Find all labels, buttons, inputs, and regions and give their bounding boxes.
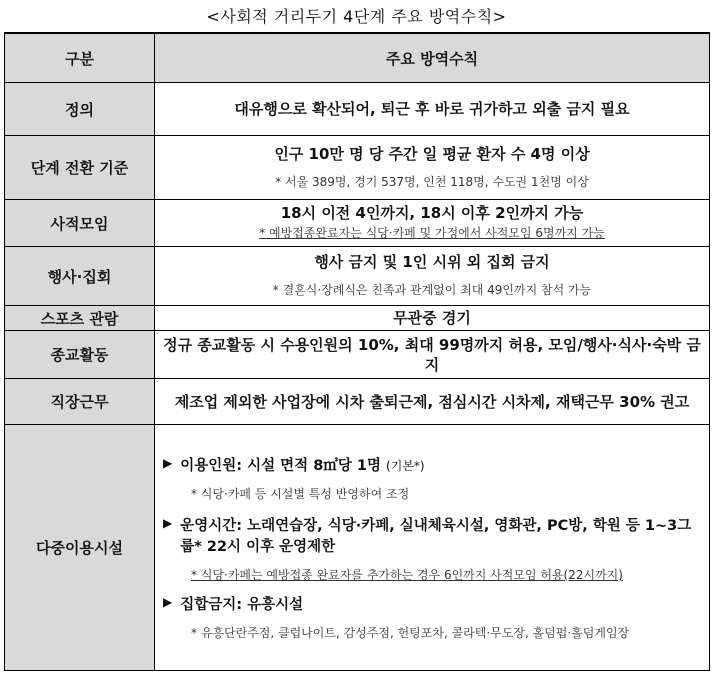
row-label-criteria: 단계 전환 기준 [5, 136, 155, 200]
row-content-facilities [155, 425, 710, 671]
table-row [5, 200, 710, 247]
ban-note: * 유흥단란주점, 클럽나이트, 감성주점, 헌팅포차, 콜라텍·무도장, 홀덤펍·홀덤게임장 [191, 626, 630, 640]
table-header-row [5, 33, 710, 83]
row-label-private: 사적모임 [5, 200, 155, 247]
capacity-note: * 식당·카페 등 시설별 특성 반영하여 조정 [191, 487, 410, 501]
table-row [5, 136, 710, 200]
private-note: * 예방접종완료자는 식당·카페 및 가정에서 사적모임 6명까지 가능 [259, 226, 605, 240]
facilities-hours [163, 514, 705, 556]
hours-text: 운영시간: 노래연습장, 식당·카페, 실내체육시설, 영화관, PC방, 학원 등 1~3그룹* 22시 이후 운영제한 [180, 518, 692, 555]
ban-text: 집합금지: 유흥시설 [180, 597, 304, 613]
bullet-icon: ▶ [163, 456, 173, 470]
page-title: <사회적 거리두기 4단계 주요 방역수칙> [206, 7, 507, 26]
table-row [5, 83, 710, 136]
header-measures: 주요 방역수칙 [155, 33, 710, 83]
row-label-events: 행사·집회 [5, 247, 155, 306]
events-note: * 결혼식·장례식은 친족과 관계없이 최대 49인까지 참석 가능 [272, 283, 592, 297]
private-text: 18시 이전 4인까지, 18시 이후 2인까지 가능 [280, 204, 584, 222]
row-content-private [155, 200, 710, 247]
row-content-definition: 대유행으로 확산되어, 퇴근 후 바로 귀가하고 외출 금지 필요 [155, 83, 710, 136]
table-row [5, 306, 710, 331]
table-row [5, 331, 710, 379]
row-label-facilities: 다중이용시설 [5, 425, 155, 671]
row-label-work: 직장근무 [5, 379, 155, 425]
row-label-religion: 종교활동 [5, 331, 155, 379]
events-text: 행사 금지 및 1인 시위 외 집회 금지 [314, 253, 550, 271]
capacity-basic: (기본*) [386, 459, 425, 473]
row-content-religion: 정규 종교활동 시 수용인원의 10%, 최대 99명까지 허용, 모임/행사·식사·숙박 금지 [155, 331, 710, 379]
criteria-note: * 서울 389명, 경기 537명, 인천 118명, 수도권 1천명 이상 [275, 174, 589, 189]
row-content-events [155, 247, 710, 306]
bullet-icon: ▶ [163, 595, 173, 609]
bullet-icon: ▶ [163, 516, 173, 530]
hours-note: * 식당·카페는 예방접종 완료자를 추가하는 경우 6인까지 사적모임 허용(22시까지) [191, 568, 623, 582]
header-category: 구분 [5, 33, 155, 83]
facilities-ban [163, 593, 705, 614]
table-row [5, 379, 710, 425]
capacity-text: 이용인원: 시설 면적 8㎡당 1명 [180, 458, 381, 474]
row-content-work: 제조업 제외한 사업장에 시차 출퇴근제, 점심시간 시차제, 재택근무 30% 권고 [155, 379, 710, 425]
facilities-capacity [163, 454, 705, 475]
measures-table [4, 32, 710, 671]
table-row [5, 425, 710, 671]
row-label-definition: 정의 [5, 83, 155, 136]
row-label-sports: 스포츠 관람 [5, 306, 155, 331]
row-content-criteria [155, 136, 710, 200]
row-content-sports: 무관중 경기 [155, 306, 710, 331]
criteria-text: 인구 10만 명 당 주간 일 평균 환자 수 4명 이상 [274, 144, 590, 163]
table-row [5, 247, 710, 306]
